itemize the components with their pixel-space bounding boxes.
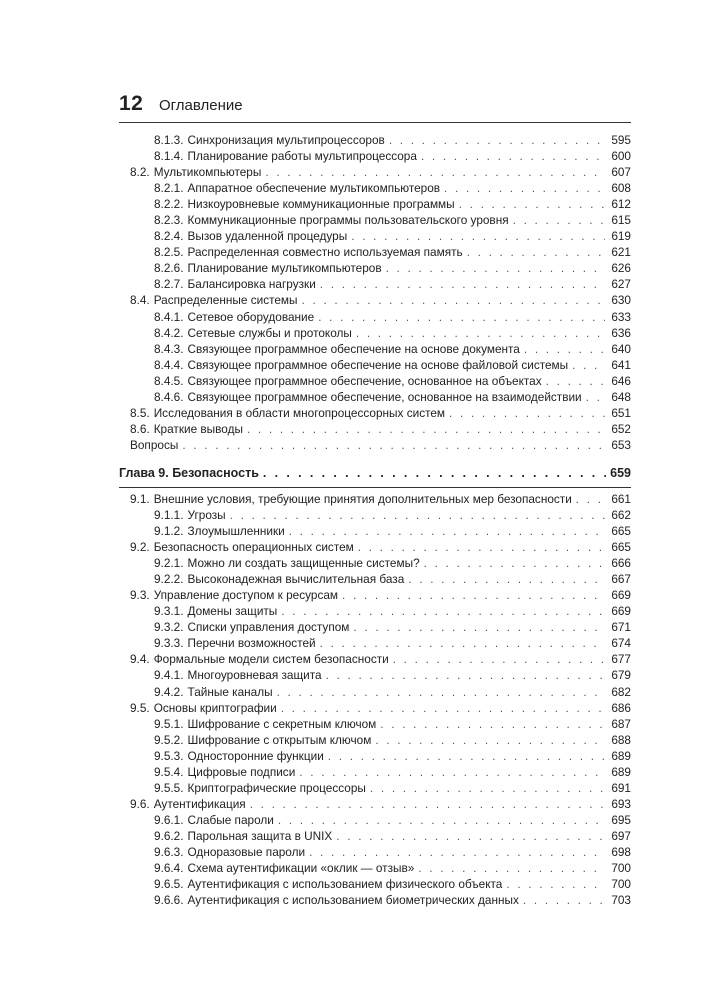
toc-entry [119, 780, 631, 796]
toc-entry-title: Синхронизация мультипроцессоров [187, 133, 385, 147]
toc-entry-title: Планирование мультикомпьютеров [187, 261, 382, 276]
toc-entry-page: 667 [611, 572, 631, 587]
dot-leader [386, 260, 605, 276]
toc-entry-label [154, 635, 316, 651]
dot-leader [289, 523, 605, 539]
dot-leader [586, 389, 605, 405]
dot-leader [336, 828, 605, 844]
toc-entry-label [154, 667, 322, 683]
dot-leader [265, 164, 605, 180]
toc-entry [119, 357, 631, 373]
toc-entry-title: Сетевое оборудование [187, 309, 315, 324]
toc-entry [119, 635, 631, 651]
toc-entry-label [154, 619, 349, 635]
toc-entry-label [154, 357, 568, 373]
toc-entry-page: 688 [611, 732, 631, 747]
toc-entry-number: 9.6.6. [154, 893, 184, 908]
dot-leader [576, 491, 605, 507]
toc-entry [119, 748, 631, 764]
toc-entry [119, 732, 631, 748]
toc-entry-page: 626 [611, 261, 631, 276]
toc-entry-label [130, 651, 389, 667]
toc-entry-label [130, 292, 298, 308]
toc-entry-page: 636 [611, 325, 631, 340]
toc-entry-label [154, 876, 502, 892]
dot-leader [408, 571, 605, 587]
toc-entry-number: 8.1.4. [154, 149, 184, 164]
toc-entry-page: 651 [611, 405, 631, 420]
toc-entry-page: 674 [611, 636, 631, 651]
toc-entry [119, 684, 631, 700]
toc-entry-title: Аппаратное обеспечение мультикомпьютеров [187, 181, 441, 196]
toc-entry [119, 587, 631, 603]
toc-entry-title: Коммуникационные программы пользовательского уровня [187, 213, 509, 228]
toc-entry-page: 640 [611, 341, 631, 356]
toc-entry-label [154, 892, 519, 908]
dot-leader [421, 148, 605, 164]
toc-entry-page: 695 [611, 812, 631, 827]
chapter-heading [119, 464, 631, 482]
dot-leader [572, 357, 605, 373]
toc-entry [119, 619, 631, 635]
toc-entry-label [154, 764, 295, 780]
toc-entry [119, 244, 631, 260]
toc-entry-label [154, 748, 324, 764]
toc-entry [119, 405, 631, 421]
toc-entry-label [154, 812, 274, 828]
toc-entry-label [154, 389, 582, 405]
toc-entry-label [130, 421, 243, 437]
toc-entry-title: Связующее программное обеспечение на основе файловой системы [187, 357, 569, 372]
dot-leader [351, 228, 605, 244]
dot-leader [247, 421, 605, 437]
toc-entry-page: 677 [611, 652, 631, 667]
toc-entry-label [154, 244, 463, 260]
toc-entry-title: Безопасность операционных систем [153, 540, 354, 555]
toc-entry-page: 687 [611, 716, 631, 731]
toc-entry-page: 630 [611, 293, 631, 308]
dot-leader [302, 292, 605, 308]
toc-entry [119, 876, 631, 892]
chapter-rule [119, 487, 631, 488]
toc-entry [119, 196, 631, 212]
toc-entry-label [154, 844, 305, 860]
toc-entry [119, 325, 631, 341]
dot-leader [506, 876, 605, 892]
toc-entry-page: 669 [611, 588, 631, 603]
toc-entry [119, 764, 631, 780]
toc-entry-page: 682 [611, 684, 631, 699]
toc-entry-page: 698 [611, 844, 631, 859]
toc-entry-number: 9.5.2. [154, 732, 184, 747]
toc-entry-number: 9.1. [130, 491, 150, 506]
toc-entry-title: Одноразовые пароли [187, 844, 306, 859]
dot-leader [281, 700, 605, 716]
toc-entry-title: Тайные каналы [187, 684, 273, 699]
toc-entry [119, 507, 631, 523]
toc-entry-number: 8.2.2. [154, 197, 184, 212]
toc-entry-title: Мультикомпьютеры [153, 165, 262, 180]
toc-entry-page: 665 [611, 540, 631, 555]
toc-entry-number: 9.1.1. [154, 507, 184, 522]
toc-entry [119, 276, 631, 292]
table-of-contents [119, 132, 631, 908]
dot-leader [320, 276, 605, 292]
toc-entry-number: 8.2.1. [154, 181, 184, 196]
dot-leader [277, 684, 605, 700]
toc-entry-label [130, 539, 354, 555]
toc-entry-number: 9.3.1. [154, 604, 184, 619]
toc-entry-label [130, 164, 261, 180]
toc-section-after [119, 491, 631, 908]
toc-entry-label [154, 196, 455, 212]
dot-leader [524, 341, 605, 357]
dot-leader [278, 812, 605, 828]
dot-leader [370, 780, 605, 796]
dot-leader [375, 732, 605, 748]
toc-entry-title: Связующее программное обеспечение, основанное на взаимодействии [187, 389, 582, 404]
toc-entry [119, 164, 631, 180]
toc-entry-title: Распределенная совместно используемая память [187, 245, 463, 260]
toc-entry-number: 9.5.4. [154, 764, 184, 779]
toc-entry-number: 9.6.3. [154, 844, 184, 859]
toc-entry-title: Связующее программное обеспечение на основе документа [187, 341, 520, 356]
dot-leader [263, 464, 606, 482]
toc-entry-number: 8.4. [130, 293, 150, 308]
toc-entry-number: 8.1.3. [154, 133, 184, 147]
toc-entry-label [154, 276, 316, 292]
toc-entry-number: 9.3.3. [154, 636, 184, 651]
dot-leader [418, 860, 605, 876]
toc-entry [119, 555, 631, 571]
toc-entry [119, 373, 631, 389]
toc-entry-page: 689 [611, 748, 631, 763]
dot-leader [356, 325, 605, 341]
toc-entry-title: Вызов удаленной процедуры [187, 229, 348, 244]
toc-entry [119, 603, 631, 619]
dot-leader [250, 796, 605, 812]
toc-entry-page: 652 [611, 421, 631, 436]
toc-entry [119, 491, 631, 507]
page-header [119, 92, 631, 122]
toc-entry [119, 341, 631, 357]
toc-entry-title: Перечни возможностей [187, 636, 316, 651]
toc-section-before [119, 132, 631, 453]
toc-entry-page: 661 [611, 491, 631, 506]
toc-entry-title: Парольная защита в UNIX [187, 828, 333, 843]
dot-leader [513, 212, 605, 228]
dot-leader [459, 196, 605, 212]
dot-leader [449, 405, 605, 421]
toc-entry-page: 700 [611, 861, 631, 876]
toc-entry-page: 615 [611, 213, 631, 228]
toc-entry-label [154, 228, 347, 244]
toc-entry-page: 662 [611, 507, 631, 522]
dot-leader [380, 716, 605, 732]
toc-entry-number: 9.6. [130, 796, 150, 811]
toc-entry-number: 8.4.1. [154, 309, 184, 324]
dot-leader [299, 764, 605, 780]
toc-entry-title: Планирование работы мультипроцессора [187, 149, 417, 164]
dot-leader [393, 651, 605, 667]
dot-leader [342, 587, 605, 603]
toc-entry-label [154, 828, 332, 844]
toc-entry-title: Балансировка нагрузки [187, 277, 316, 292]
toc-entry-number: 9.2. [130, 540, 150, 555]
dot-leader [281, 603, 605, 619]
toc-entry-title: Цифровые подписи [187, 764, 296, 779]
toc-entry-number: 9.5.5. [154, 780, 184, 795]
chapter-page: 659 [610, 465, 631, 480]
toc-entry-number: 9.6.2. [154, 828, 184, 843]
toc-entry-number: 8.6. [130, 421, 150, 436]
toc-entry-title: Криптографические процессоры [187, 780, 366, 795]
toc-entry-title: Злоумышленники [187, 524, 285, 539]
toc-entry [119, 132, 631, 148]
toc-entry-page: 703 [611, 893, 631, 908]
toc-entry-label [154, 148, 417, 164]
toc-entry-page: 693 [611, 796, 631, 811]
toc-entry-title: Краткие выводы [153, 421, 243, 436]
dot-leader [358, 539, 605, 555]
toc-entry-number: 9.3. [130, 588, 150, 603]
toc-entry-page: 621 [611, 245, 631, 260]
page-number: 12 [119, 92, 144, 115]
toc-entry-number: 8.4.5. [154, 373, 184, 388]
toc-entry-number: 8.2.6. [154, 261, 184, 276]
toc-entry-label [154, 780, 366, 796]
toc-entry-number: 9.6.4. [154, 861, 184, 876]
toc-entry-page: 669 [611, 604, 631, 619]
toc-entry [119, 523, 631, 539]
toc-entry-number: 8.4.2. [154, 325, 184, 340]
toc-entry-title: Управление доступом к ресурсам [153, 588, 339, 603]
toc-entry-number: 8.4.3. [154, 341, 184, 356]
toc-entry-number: 8.2.3. [154, 213, 184, 228]
dot-leader [424, 555, 605, 571]
toc-entry-title: Аутентификация [153, 796, 246, 811]
toc-entry-number: 9.4. [130, 652, 150, 667]
toc-entry [119, 828, 631, 844]
dot-leader [320, 635, 605, 651]
toc-entry [119, 437, 631, 453]
running-title: Оглавление [159, 97, 243, 114]
toc-entry-label [154, 523, 285, 539]
toc-entry-label [154, 571, 404, 587]
toc-entry-label [130, 437, 178, 453]
toc-entry-title: Домены защиты [187, 604, 278, 619]
toc-entry-title: Односторонние функции [187, 748, 324, 763]
toc-entry-label [130, 405, 445, 421]
toc-entry-number: 8.2.4. [154, 229, 184, 244]
toc-entry [119, 860, 631, 876]
toc-entry-number: 9.5.3. [154, 748, 184, 763]
toc-entry-title: Аутентификация с использованием физического объекта [187, 877, 503, 892]
dot-leader [353, 619, 605, 635]
toc-entry-label [130, 587, 338, 603]
toc-entry [119, 421, 631, 437]
toc-entry-label [154, 860, 414, 876]
toc-entry-label [154, 603, 277, 619]
toc-entry-page: 686 [611, 700, 631, 715]
toc-entry-number: 8.2. [130, 165, 150, 180]
toc-entry-number: 9.4.2. [154, 684, 184, 699]
toc-entry-number: 9.6.1. [154, 812, 184, 827]
chapter-title: Глава 9. Безопасность [119, 465, 259, 480]
toc-entry-label [154, 373, 542, 389]
toc-entry-title: Связующее программное обеспечение, основанное на объектах [187, 373, 542, 388]
toc-entry [119, 892, 631, 908]
toc-entry-page: 691 [611, 780, 631, 795]
toc-entry-number: 9.3.2. [154, 620, 184, 635]
toc-entry-title: Вопросы [130, 437, 179, 452]
toc-entry-title: Многоуровневая защита [187, 668, 322, 683]
toc-entry [119, 389, 631, 405]
toc-entry-label [154, 732, 371, 748]
toc-entry-page: 648 [611, 389, 631, 404]
toc-entry [119, 812, 631, 828]
toc-entry [119, 651, 631, 667]
toc-entry-title: Исследования в области многопроцессорных систем [153, 405, 446, 420]
toc-entry-number: 9.1.2. [154, 524, 184, 539]
dot-leader [444, 180, 605, 196]
toc-entry-title: Основы криптографии [153, 700, 277, 715]
toc-entry-page: 612 [611, 197, 631, 212]
toc-entry-title: Схема аутентификации «оклик — отзыв» [187, 861, 415, 876]
toc-entry-title: Сетевые службы и протоколы [187, 325, 352, 340]
toc-entry-number: 9.5. [130, 700, 150, 715]
toc-entry-label [154, 180, 440, 196]
toc-entry-page: 595 [611, 133, 631, 147]
dot-leader [523, 892, 605, 908]
toc-entry-title: Высоконадежная вычислительная база [187, 572, 405, 587]
toc-entry-page: 633 [611, 309, 631, 324]
toc-entry [119, 844, 631, 860]
toc-entry-label [130, 491, 572, 507]
toc-entry [119, 292, 631, 308]
dot-leader [318, 309, 605, 325]
toc-entry [119, 309, 631, 325]
toc-entry-label [154, 555, 420, 571]
dot-leader [546, 373, 605, 389]
toc-entry-title: Угрозы [187, 507, 226, 522]
toc-entry-page: 607 [611, 165, 631, 180]
toc-entry-page: 665 [611, 524, 631, 539]
toc-entry [119, 700, 631, 716]
toc-entry [119, 667, 631, 683]
toc-entry [119, 796, 631, 812]
toc-entry-label [154, 341, 520, 357]
toc-entry-number: 9.2.1. [154, 556, 184, 571]
toc-entry-page: 619 [611, 229, 631, 244]
dot-leader [389, 132, 605, 148]
toc-entry-title: Внешние условия, требующие принятия дополнительных мер безопасности [153, 491, 572, 506]
dot-leader [230, 507, 605, 523]
dot-leader [467, 244, 605, 260]
toc-entry-page: 671 [611, 620, 631, 635]
toc-entry-page: 679 [611, 668, 631, 683]
header-rule [119, 122, 631, 123]
toc-entry-number: 8.2.7. [154, 277, 184, 292]
dot-leader [182, 437, 605, 453]
toc-entry-number: 8.5. [130, 405, 150, 420]
toc-entry-page: 689 [611, 764, 631, 779]
toc-entry-page: 600 [611, 149, 631, 164]
dot-leader [328, 748, 605, 764]
toc-entry-title: Распределенные системы [153, 293, 298, 308]
toc-entry-number: 9.4.1. [154, 668, 184, 683]
toc-entry-page: 641 [611, 357, 631, 372]
toc-entry [119, 539, 631, 555]
toc-entry-title: Формальные модели систем безопасности [153, 652, 389, 667]
toc-entry-page: 627 [611, 277, 631, 292]
toc-entry [119, 148, 631, 164]
toc-entry-title: Списки управления доступом [187, 620, 350, 635]
toc-entry-number: 9.5.1. [154, 716, 184, 731]
toc-entry [119, 716, 631, 732]
toc-entry-title: Можно ли создать защищенные системы? [187, 556, 420, 571]
toc-entry-title: Слабые пароли [187, 812, 274, 827]
toc-entry [119, 212, 631, 228]
toc-entry-label [154, 309, 314, 325]
toc-entry-title: Шифрование с секретным ключом [187, 716, 377, 731]
toc-entry-label [154, 132, 385, 148]
toc-entry-title: Шифрование с открытым ключом [187, 732, 372, 747]
toc-entry-label [154, 212, 509, 228]
toc-entry-label [154, 260, 382, 276]
toc-entry-title: Низкоуровневые коммуникационные программы [187, 197, 455, 212]
toc-entry [119, 180, 631, 196]
toc-entry-page: 608 [611, 181, 631, 196]
toc-entry [119, 571, 631, 587]
toc-entry [119, 228, 631, 244]
dot-leader [309, 844, 605, 860]
toc-entry-page: 646 [611, 373, 631, 388]
toc-entry-label [154, 684, 273, 700]
toc-entry-number: 8.2.5. [154, 245, 184, 260]
toc-entry [119, 260, 631, 276]
toc-entry-label [154, 507, 226, 523]
toc-entry-label [130, 796, 246, 812]
toc-entry-label [154, 325, 352, 341]
toc-entry-label [154, 716, 376, 732]
toc-entry-page: 697 [611, 828, 631, 843]
toc-entry-label [130, 700, 277, 716]
toc-entry-number: 8.4.6. [154, 389, 184, 404]
toc-entry-page: 666 [611, 556, 631, 571]
toc-entry-number: 9.2.2. [154, 572, 184, 587]
toc-entry-number: 8.4.4. [154, 357, 184, 372]
toc-entry-page: 653 [611, 437, 631, 452]
toc-entry-title: Аутентификация с использованием биометрических данных [187, 893, 519, 908]
dot-leader [326, 667, 605, 683]
toc-entry-page: 700 [611, 877, 631, 892]
toc-entry-number: 9.6.5. [154, 877, 184, 892]
